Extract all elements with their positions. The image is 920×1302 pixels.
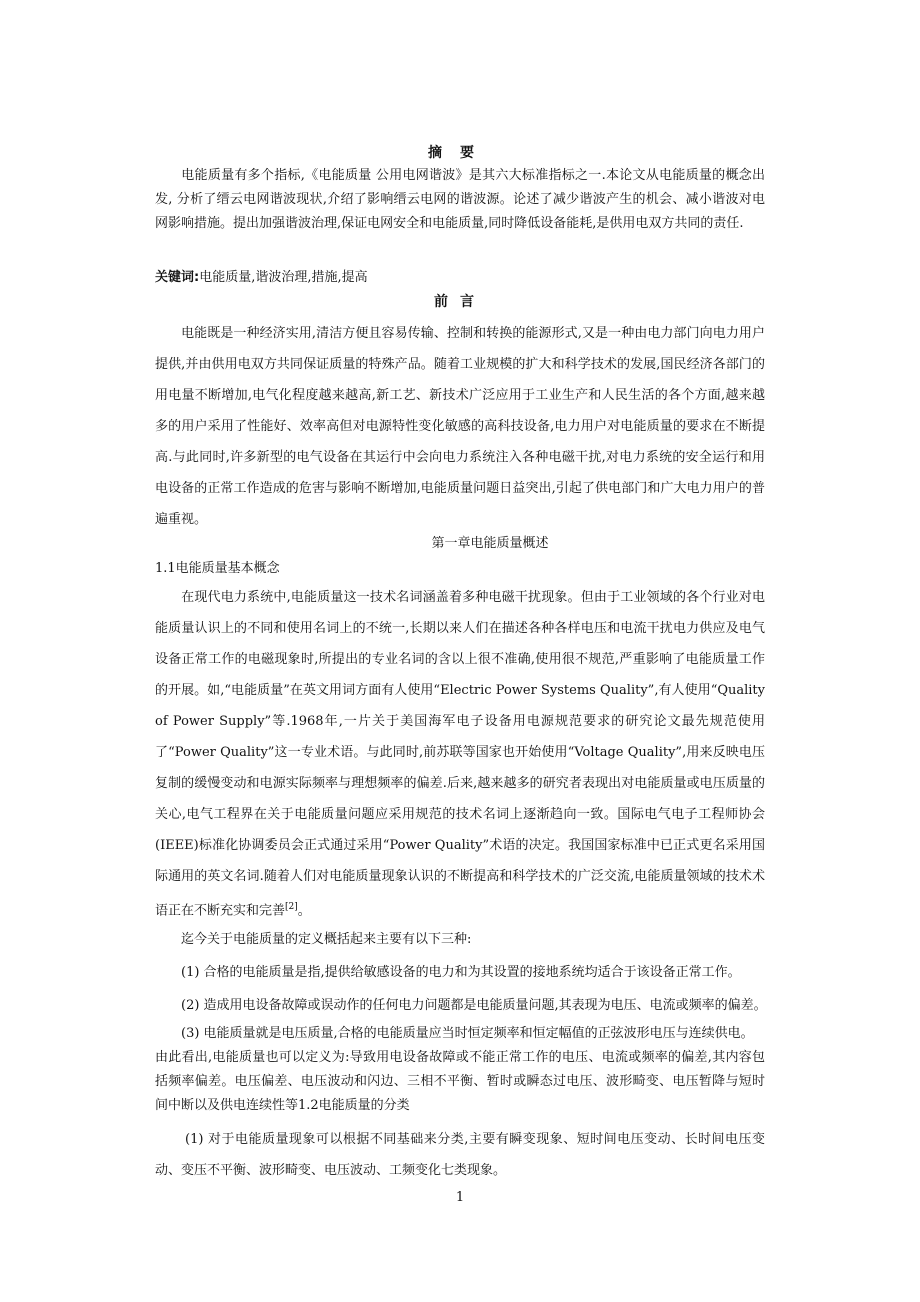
section-end: 。 bbox=[297, 903, 311, 919]
abstract-body bbox=[155, 164, 765, 236]
definitions-intro: 迄今关于电能质量的定义概括起来主要有以下三种: bbox=[181, 932, 472, 947]
summary-text: 由此看出,电能质量也可以定义为:导致用电设备故障或不能正常工作的电压、电流或频率的偏差,其内容包括频率偏差。电压偏差、电压波动和闪边、三相不平衡、暂时或瞬态过电压、波形畸变、电压暂降与短时间中断以及供电连续性等1.2电能质量的分类 bbox=[155, 1050, 765, 1113]
citation: [2] bbox=[285, 902, 298, 912]
page-number: 1 bbox=[455, 1190, 465, 1205]
section-text: 在现代电力系统中,电能质量这一技术名词涵盖着多种电磁干扰现象。但由于工业领域的各个行业对电能质量认识上的不同和使用名词上的不统一,长期以来人们在描述各种各样电压和电流干扰电力供应及电气设备正常工作的电磁现象时,所提出的专业名词的含以上很不准确,使用很不规范,严重影响了电能质量工作的开展。如,“电能质量”在英文用词方面有人使用“Electric Power Systems Quality”,有人使用“Quality of Power Supply”等.1968年,一片关于美国海军电子设备用电源规范要求的研究论文最先规范使用了“Power Quality”这一专业术语。与此同时,前苏联等国家也开始使用“Voltage Quality”,用来反映电压复制的缓慢变动和电源实际频率与理想频率的偏差.后来,越来越多的研究者表现出对电能质量或电压质量的关心,电气工程界在关于电能质量问题应采用规范的技术名词上逐渐趋向一致。国际电气电子工程师协会(IEEE)标准化协调委员会正式通过采用“Power Quality”术语的决定。我国国家标准中已正式更名采用国际通用的英文名词.随着人们对电能质量现象认识的不断提高和科学技术的广泛交流,电能质量领域的技术术语正在不断充实和完善 bbox=[155, 590, 765, 919]
keywords-label: 关键词: bbox=[155, 270, 200, 285]
definition-item: (1) 合格的电能质量是指,提供给敏感设备的电力和为其设置的接地系统均适合于该设备正常工作。 bbox=[181, 965, 741, 980]
definition-item: (3) 电能质量就是电压质量,合格的电能质量应当时恒定频率和恒定幅值的正弦波形电压与连续供电。 bbox=[181, 1026, 754, 1041]
abstract-title: 摘要 bbox=[428, 145, 492, 161]
chapter-title: 第一章电能质量概述 bbox=[431, 536, 549, 551]
abstract-text: 电能质量有多个指标,《电能质量 公用电网谐波》是其六大标准指标之一.本论文从电能质量的概念出发, 分析了缙云电网谐波现状,介绍了影响缙云电网的谐波源。论述了减少谐波产生的机会、减小谐波对电网影响措施。提出加强谐波治理,保证电网安全和电能质量,同时降低设备能耗,是供用电双方共同的责任. bbox=[155, 168, 765, 231]
preface-body bbox=[155, 318, 765, 535]
section-body bbox=[155, 582, 765, 926]
classification-paragraph bbox=[155, 1124, 765, 1186]
definition-item: (2) 造成用电设备故障或误动作的任何电力问题都是电能质量问题,其表现为电压、电流或频率的偏差。 bbox=[181, 998, 767, 1013]
definition-3-and-summary bbox=[155, 1022, 765, 1118]
keywords bbox=[155, 266, 368, 285]
keywords-value: 电能质量,谐波治理,措施,提高 bbox=[199, 270, 368, 285]
classification-text: (1) 对于电能质量现象可以根据不同基础来分类,主要有瞬变现象、短时间电压变动、长时间电压变动、变压不平衡、波形畸变、电压波动、工频变化七类现象。 bbox=[155, 1132, 765, 1178]
section-title: 1.1电能质量基本概念 bbox=[155, 561, 280, 576]
preface-text: 电能既是一种经济实用,清洁方便且容易传输、控制和转换的能源形式,又是一种由电力部门向电力用户提供,并由供用电双方共同保证质量的特殊产品。随着工业规模的扩大和科学技术的发展,国民经济各部门的用电量不断增加,电气化程度越来越高,新工艺、新技术广泛应用于工业生产和人民生活的各个方面,越来越多的用户采用了性能好、效率高但对电源特性变化敏感的高科技设备,电力用户对电能质量的要求在不断提高.与此同时,许多新型的电气设备在其运行中会向电力系统注入各种电磁干扰,对电力系统的安全运行和用电设备的正常工作造成的危害与影响不断增加,电能质量问题日益突出,引起了供电部门和广大电力用户的普遍重视。 bbox=[155, 326, 765, 527]
preface-title: 前言 bbox=[434, 294, 486, 310]
